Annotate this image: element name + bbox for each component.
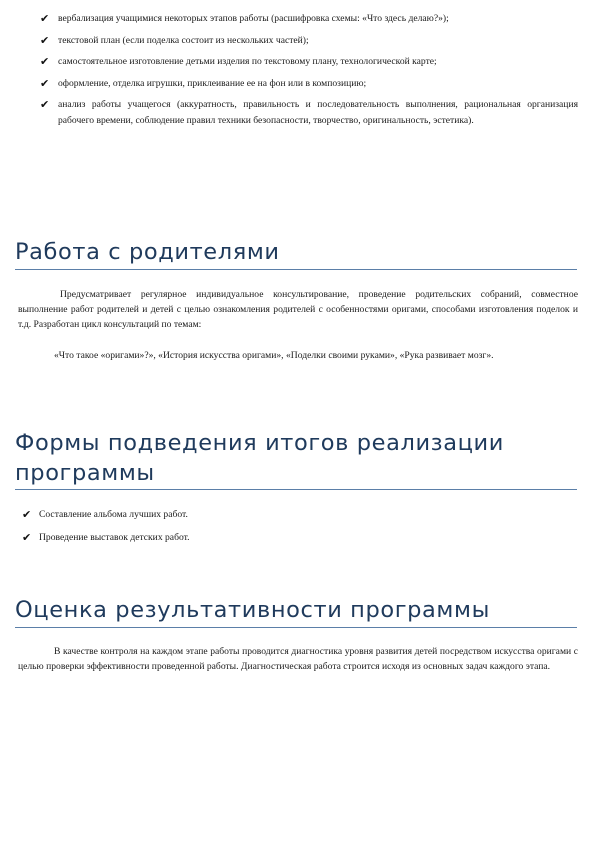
list-item: ✔ вербализация учащимися некоторых этапов работы (расшифровка схемы: «Что здесь делаю?»); xyxy=(40,12,449,25)
check-icon: ✔ xyxy=(40,76,50,90)
evaluation-paragraph: В качестве контроля на каждом этапе работы проводится диагностика уровня развития детей посредством искусства оригами с целью проверки эффективности проведенной работы. Диагностическая работа строится исходя из основных задач каждого этапа. xyxy=(18,646,578,672)
list-item: ✔ оформление, отделка игрушки, приклеивание ее на фон или в композицию; xyxy=(40,76,367,90)
list-item: ✔ Проведение выставок детских работ. xyxy=(22,530,190,544)
list-item: ✔ текстовой план (если поделка состоит из нескольких частей); xyxy=(40,33,309,47)
check-icon: ✔ xyxy=(22,508,32,521)
forms-checklist xyxy=(22,507,562,545)
check-icon: ✔ xyxy=(40,33,50,47)
section-title-parents: Работа с родителями xyxy=(15,239,280,265)
list-item: ✔ анализ работы учащегося (аккуратность, правильность и последовательность выполнения, рациональная организация рабочего времени, соблюдение правил техники безопасности, творчество, оригинальность, эстетика). xyxy=(40,98,578,126)
check-icon: ✔ xyxy=(40,55,50,69)
parents-topics-paragraph: «Что такое «оригами»?», «История искусства оригами», «Поделки своими руками», «Рука развивает мозг». xyxy=(54,350,494,361)
top-checklist xyxy=(40,11,578,129)
section-divider xyxy=(15,627,577,628)
check-icon: ✔ xyxy=(40,98,50,112)
list-item: ✔ самостоятельное изготовление детьми изделия по текстовому плану, технологической карте; xyxy=(40,55,437,69)
section-title-evaluation: Оценка результативности программы xyxy=(15,597,490,623)
check-icon: ✔ xyxy=(22,530,32,544)
list-item: ✔ Составление альбома лучших работ. xyxy=(22,508,188,521)
parents-paragraph: Предусматривает регулярное индивидуальное консультирование, проведение родительских собраний, совместное выполнение работ родителей и детей с целью ознакомления родителей с особенностями оригами, способами изготовления поделок и т.д. Разработан цикл консультаций по темам: xyxy=(18,289,578,330)
section-divider xyxy=(15,489,577,490)
section-divider xyxy=(15,269,577,270)
check-icon: ✔ xyxy=(40,12,50,25)
section-title-forms: Формы подведения итогов реализации программы xyxy=(15,430,504,486)
